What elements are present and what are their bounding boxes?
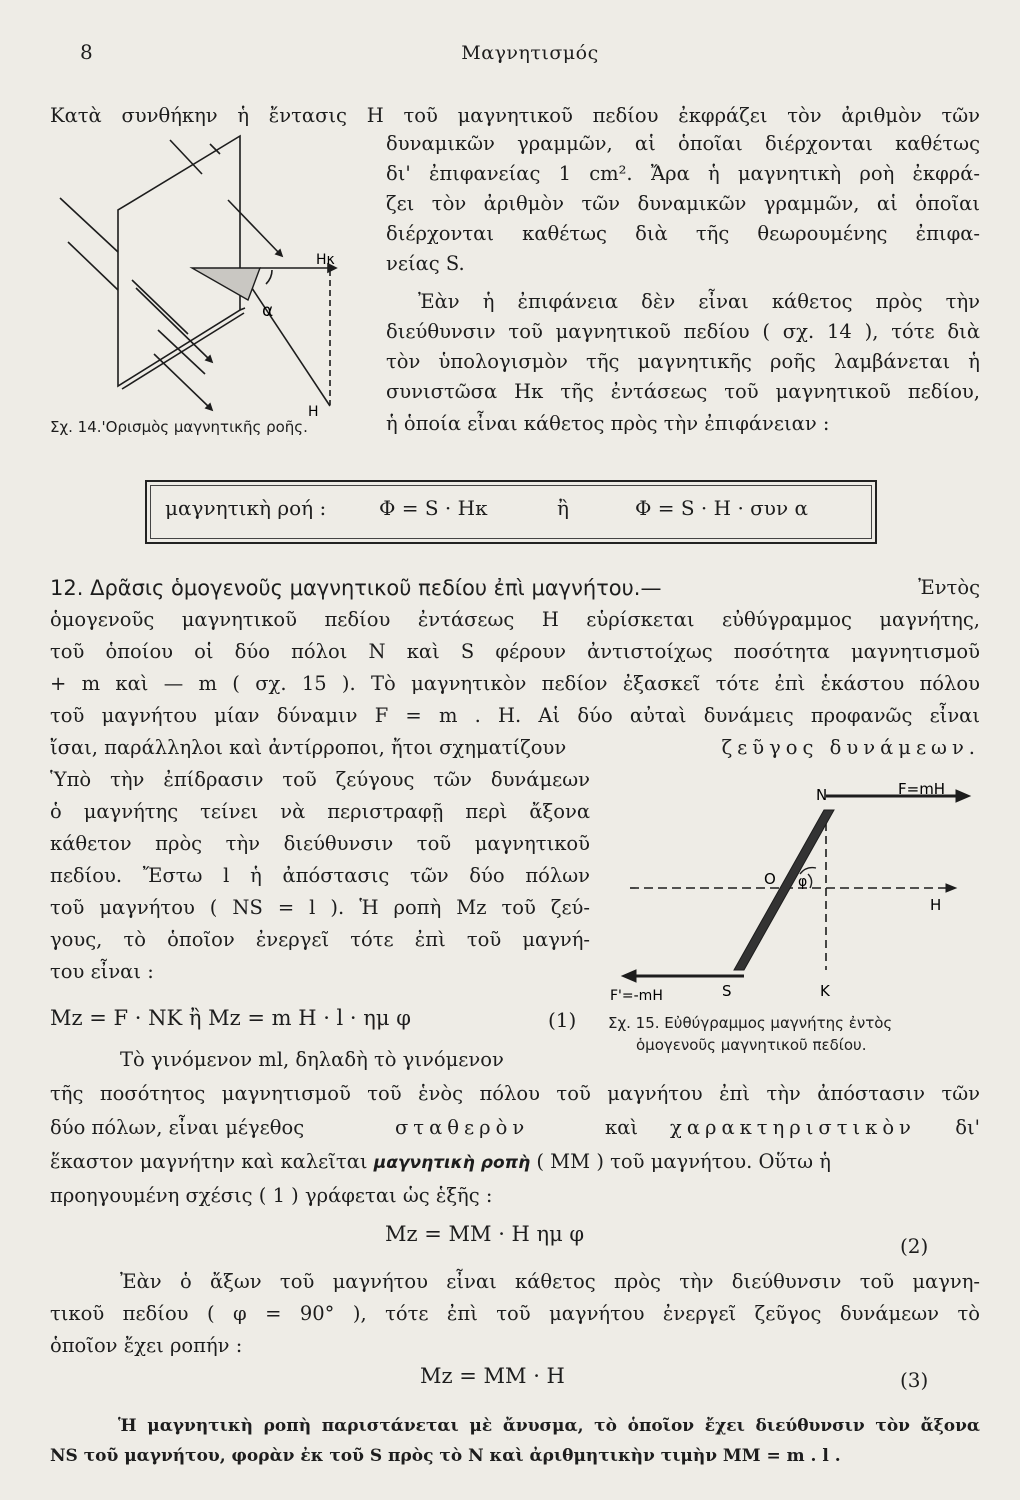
note-line-2: NS τοῦ μαγνήτου, φορὰν ἐκ τοῦ S πρὸς τὸ N καὶ ἀριθμητικὴν τιμὴν MΜ = m . l .: [50, 1446, 841, 1466]
fig14-label-alpha: α: [262, 301, 274, 321]
figure-15-caption-2: ὁμογενοῦς μαγνητικοῦ πεδίου.: [636, 1036, 867, 1054]
equation-3: Mz = MΜ · H: [420, 1364, 565, 1388]
flux-label: μαγνητικὴ ροή :: [165, 496, 327, 520]
flux-or: ἢ: [557, 496, 569, 520]
fig15-label-h: H: [930, 896, 942, 914]
left-col-line-6: γους, τὸ ὁποῖον ἐνεργεῖ τότε ἐπὶ τοῦ μαγνή-: [50, 928, 590, 951]
after-eq1-line-1: Τὸ γινόμενον ml, δηλαδὴ τὸ γινόμενον: [120, 1048, 504, 1071]
fig15-label-s: S: [722, 982, 732, 1000]
section-12-line-1: ὁμογενοῦς μαγνητικοῦ πεδίου ἐντάσεως Η εὑρίσκεται εὐθύγραμμος μαγνήτης,: [50, 608, 980, 631]
couple-of-forces-term: ζεῦγος δυνάμεων.: [721, 736, 980, 759]
magnetic-moment-line: [50, 1148, 980, 1177]
left-col-line-5: τοῦ μαγνήτου ( NS = l ). Ἡ ροπὴ Mz τοῦ ζεύ-: [50, 896, 590, 919]
section-12-line-5-text: ἴσαι, παράλληλοι καὶ ἀντίρροποι, ἤτοι σχηματίζουν: [50, 736, 567, 759]
equation-2-number: (2): [900, 1234, 929, 1258]
intro-right-line-8: τὸν ὑπολογισμὸν τῆς μαγνητικῆς ροῆς λαμβάνεται ἡ: [386, 350, 980, 373]
fig15-label-fneg: F'=-mH: [610, 988, 663, 1004]
section-12-line-5: [50, 734, 980, 762]
flux-formula-1: Φ = S · Hκ: [379, 496, 488, 520]
intro-right-line-7: διεύθυνσιν τοῦ μαγνητικοῦ πεδίου ( σχ. 14 ), τότε διὰ: [386, 320, 980, 343]
and-word: καὶ: [605, 1116, 639, 1139]
constant-characteristic-line: [50, 1114, 980, 1142]
fig15-label-phi: φ: [798, 874, 808, 890]
characteristic-term: χαρακτηριστικὸν: [670, 1116, 916, 1139]
magnetic-moment-term: μαγνητικὴ ροπὴ: [373, 1153, 531, 1173]
left-col-line-4: πεδίου. Ἔστω l ἡ ἀπόστασις τῶν δύο πόλων: [50, 864, 590, 887]
intro-line-1: Κατὰ συνθήκην ἡ ἔντασις Η τοῦ μαγνητικοῦ πεδίου ἐκφράζει τὸν ἀριθμὸν τῶν: [50, 104, 980, 127]
left-col-line-3: κάθετον πρὸς τὴν διεύθυνσιν τοῦ μαγνητικοῦ: [50, 832, 590, 855]
figure-14-caption: Σχ. 14.'Ορισμὸς μαγνητικῆς ροῆς.: [50, 418, 308, 436]
constant-term: σταθερὸν: [395, 1116, 530, 1139]
running-head: Μαγνητισμός: [461, 42, 599, 64]
section-12-heading: 12. Δρᾶσις ὁμογενοῦς μαγνητικοῦ πεδίου ἐπὶ μαγνήτου.—: [50, 576, 662, 600]
constant-line-a: δύο πόλων, εἶναι μέγεθος: [50, 1116, 305, 1139]
after-eq1-line-2: τῆς ποσότητος μαγνητισμοῦ τοῦ ἑνὸς πόλου τοῦ μαγνήτου ἐπὶ τὴν ἀπόστασιν τῶν: [50, 1082, 980, 1105]
perp-line-1: Ἐὰν ὁ ἄξων τοῦ μαγνήτου εἶναι κάθετος πρὸς τὴν διεύθυνσιν τοῦ μαγνη-: [120, 1270, 980, 1293]
intro-right-line-2: δι' ἐπιφανείας 1 cm². Ἄρα ἡ μαγνητικὴ ροὴ ἐκφρά-: [386, 162, 980, 185]
equation-3-number: (3): [900, 1368, 929, 1392]
previous-relation-line: προηγουμένη σχέσις ( 1 ) γράφεται ὡς ἑξῆς :: [50, 1184, 493, 1207]
note-line-1: Ἡ μαγνητικὴ ροπὴ παριστάνεται μὲ ἄνυσμα, τὸ ὁποῖον ἔχει διεύθυνσιν τὸν ἄξονα: [118, 1416, 980, 1436]
equation-1-number: (1): [548, 1008, 577, 1032]
flux-formula-box: [145, 480, 877, 544]
moment-line-a: ἕκαστον μαγνήτην καὶ καλεῖται: [50, 1150, 368, 1173]
fig15-label-k: K: [820, 982, 830, 1000]
intro-right-line-3: ζει τὸν ἀριθμὸν τῶν δυναμικῶν γραμμῶν, αἱ ὁποῖαι: [386, 192, 980, 215]
page-number: 8: [80, 40, 93, 64]
fig15-bar-magnet: [734, 810, 834, 970]
fig14-label-hk: Hκ: [316, 252, 335, 268]
section-12-first-line: [50, 574, 980, 603]
intro-right-line-4: διέρχονται καθέτως διὰ τῆς θεωρουμένης ἐπιφα-: [386, 222, 980, 245]
fig14-label-h: H: [308, 404, 319, 420]
intro-right-line-1: δυναμικῶν γραμμῶν, αἱ ὁποῖαι διέρχονται καθέτως: [386, 132, 980, 155]
intro-right-line-9: συνιστῶσα Ηκ τῆς ἐντάσεως τοῦ μαγνητικοῦ πεδίου,: [386, 380, 980, 403]
section-12-line-2: τοῦ ὁποίου οἱ δύο πόλοι Ν καὶ S φέρουν ἀντιστοίχως ποσότητα μαγνητισμοῦ: [50, 640, 980, 663]
perp-line-3: ὁποῖον ἔχει ροπήν :: [50, 1334, 243, 1357]
figure-15-caption-1: Σχ. 15. Εὐθύγραμμος μαγνήτης ἐντὸς: [608, 1014, 893, 1032]
figure-14: [50, 130, 380, 430]
fig15-label-f: F=mH: [898, 780, 946, 798]
equation-2: Mz = MΜ · H ημ φ: [385, 1222, 585, 1246]
fig14-plate: [118, 136, 240, 386]
fig15-label-o: O: [764, 870, 776, 888]
section-12-line-3: + m καὶ — m ( σχ. 15 ). Τὸ μαγνητικὸν πεδίον ἐξασκεῖ τότε ἐπὶ ἑκάστου πόλου: [50, 672, 980, 695]
constant-line-b: δι': [955, 1116, 980, 1139]
intro-right-line-10: ἡ ὁποία εἶναι κάθετος πρὸς τὴν ἐπιφάνειαν :: [386, 412, 830, 435]
flux-formula-2: Φ = S · H · συν α: [635, 496, 808, 520]
intro-right-line-6: Ἐὰν ἡ ἐπιφάνεια δὲν εἶναι κάθετος πρὸς τὴν: [418, 290, 980, 313]
fig15-label-n: N: [816, 786, 828, 804]
intro-right-line-5: νείας S.: [386, 252, 465, 275]
left-col-line-7: του εἶναι :: [50, 960, 154, 983]
figure-15: [610, 770, 980, 1010]
section-12-line-4: τοῦ μαγνήτου μίαν δύναμιν F = m . H. Αἱ δύο αὐταὶ δυνάμεις προφανῶς εἶναι: [50, 704, 980, 727]
left-col-line-2: ὁ μαγνήτης τείνει νὰ περιστραφῇ περὶ ἄξονα: [50, 800, 590, 823]
equation-1: Mz = F · NK ἢ Mz = m H · l · ημ φ: [50, 1006, 411, 1030]
moment-line-b: ( MΜ ) τοῦ μαγνήτου. Οὕτω ἡ: [536, 1150, 831, 1173]
left-col-line-1: Ὑπὸ τὴν ἐπίδρασιν τοῦ ζεύγους τῶν δυνάμεων: [50, 768, 590, 791]
section-12-first-tail: Ἐντὸς: [918, 576, 980, 599]
perp-line-2: τικοῦ πεδίου ( φ = 90° ), τότε ἐπὶ τοῦ μαγνήτου ἐνεργεῖ ζεῦγος δυνάμεων τὸ: [50, 1302, 980, 1325]
